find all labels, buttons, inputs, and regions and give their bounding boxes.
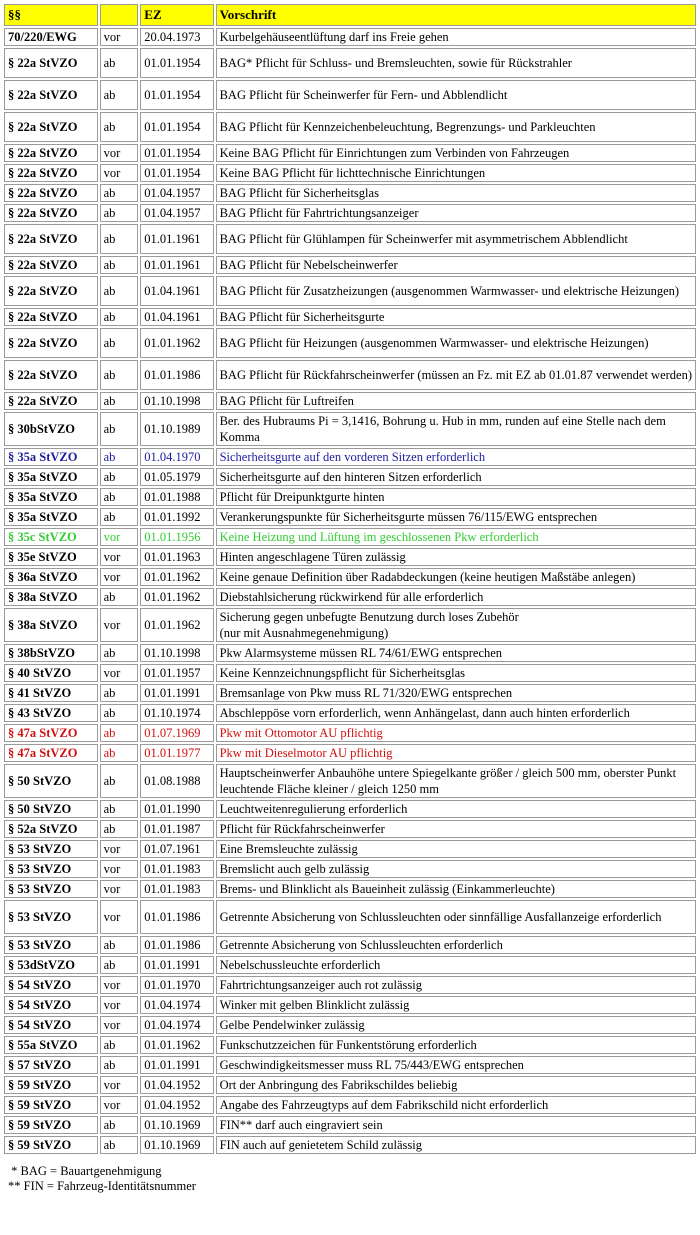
cell-regulation: FIN** darf auch eingraviert sein — [216, 1116, 696, 1134]
cell-regulation: BAG* Pflicht für Schluss- und Bremsleuchten, sowie für Rückstrahler — [216, 48, 696, 78]
cell-ez-date: 01.10.1998 — [140, 644, 213, 662]
cell-direction: ab — [100, 412, 139, 446]
cell-paragraph: 70/220/EWG — [4, 28, 98, 46]
cell-regulation: BAG Pflicht für Nebelscheinwerfer — [216, 256, 696, 274]
cell-paragraph: § 36a StVZO — [4, 568, 98, 586]
cell-paragraph: § 22a StVZO — [4, 360, 98, 390]
cell-direction: ab — [100, 48, 139, 78]
cell-regulation: Geschwindigkeitsmesser muss RL 75/443/EWG entsprechen — [216, 1056, 696, 1074]
cell-ez-date: 01.10.1969 — [140, 1136, 213, 1154]
cell-paragraph: § 22a StVZO — [4, 164, 98, 182]
table-row — [4, 448, 696, 466]
cell-direction: ab — [100, 936, 139, 954]
cell-ez-date: 01.10.1989 — [140, 412, 213, 446]
cell-direction: ab — [100, 256, 139, 274]
cell-regulation: Ort der Anbringung des Fabrikschildes beliebig — [216, 1076, 696, 1094]
cell-direction: ab — [100, 744, 139, 762]
table-row — [4, 664, 696, 682]
cell-ez-date: 01.07.1961 — [140, 840, 213, 858]
table-row — [4, 308, 696, 326]
table-row — [4, 820, 696, 838]
cell-regulation: BAG Pflicht für Sicherheitsgurte — [216, 308, 696, 326]
cell-ez-date: 01.01.1991 — [140, 956, 213, 974]
cell-direction: ab — [100, 276, 139, 306]
cell-direction: ab — [100, 820, 139, 838]
cell-regulation: Pkw mit Dieselmotor AU pflichtig — [216, 744, 696, 762]
cell-ez-date: 01.01.1954 — [140, 112, 213, 142]
table-row — [4, 764, 696, 798]
cell-ez-date: 01.01.1988 — [140, 488, 213, 506]
cell-regulation: Keine genaue Definition über Radabdeckungen (keine heutigen Maßstäbe anlegen) — [216, 568, 696, 586]
cell-ez-date: 01.04.1974 — [140, 996, 213, 1014]
cell-paragraph: § 53 StVZO — [4, 900, 98, 934]
cell-direction: ab — [100, 764, 139, 798]
cell-ez-date: 01.01.1991 — [140, 684, 213, 702]
table-row — [4, 112, 696, 142]
cell-paragraph: § 35a StVZO — [4, 488, 98, 506]
cell-ez-date: 01.01.1956 — [140, 528, 213, 546]
cell-direction: vor — [100, 840, 139, 858]
cell-direction: ab — [100, 704, 139, 722]
cell-direction: ab — [100, 1116, 139, 1134]
header-paragraph: §§ — [4, 4, 98, 26]
table-row — [4, 860, 696, 878]
cell-regulation: Brems- und Blinklicht als Baueinheit zulässig (Einkammerleuchte) — [216, 880, 696, 898]
header-ez: EZ — [140, 4, 213, 26]
cell-direction: ab — [100, 508, 139, 526]
table-row — [4, 996, 696, 1014]
table-row — [4, 900, 696, 934]
cell-ez-date: 20.04.1973 — [140, 28, 213, 46]
cell-regulation: Nebelschussleuchte erforderlich — [216, 956, 696, 974]
cell-regulation: Eine Bremsleuchte zulässig — [216, 840, 696, 858]
cell-direction: ab — [100, 392, 139, 410]
cell-direction: ab — [100, 308, 139, 326]
cell-direction: vor — [100, 164, 139, 182]
cell-regulation: Bremslicht auch gelb zulässig — [216, 860, 696, 878]
cell-regulation: BAG Pflicht für Rückfahrscheinwerfer (müssen an Fz. mit EZ ab 01.01.87 verwendet werden) — [216, 360, 696, 390]
cell-ez-date: 01.01.1991 — [140, 1056, 213, 1074]
cell-ez-date: 01.01.1954 — [140, 80, 213, 110]
cell-direction: vor — [100, 1096, 139, 1114]
cell-ez-date: 01.01.1962 — [140, 1036, 213, 1054]
cell-paragraph: § 22a StVZO — [4, 276, 98, 306]
cell-ez-date: 01.04.1952 — [140, 1076, 213, 1094]
cell-paragraph: § 47a StVZO — [4, 724, 98, 742]
cell-regulation: Keine Heizung und Lüftung im geschlossenen Pkw erforderlich — [216, 528, 696, 546]
table-body — [4, 4, 696, 1154]
table-row — [4, 724, 696, 742]
cell-regulation: Angabe des Fahrzeugtyps auf dem Fabrikschild nicht erforderlich — [216, 1096, 696, 1114]
cell-direction: ab — [100, 448, 139, 466]
table-row — [4, 412, 696, 446]
cell-paragraph: § 59 StVZO — [4, 1116, 98, 1134]
cell-regulation: Verankerungspunkte für Sicherheitsgurte müssen 76/115/EWG entsprechen — [216, 508, 696, 526]
table-row — [4, 360, 696, 390]
table-row — [4, 1036, 696, 1054]
cell-regulation: Keine BAG Pflicht für lichttechnische Einrichtungen — [216, 164, 696, 182]
cell-ez-date: 01.04.1970 — [140, 448, 213, 466]
cell-paragraph: § 53 StVZO — [4, 936, 98, 954]
cell-regulation: BAG Pflicht für Kennzeichenbeleuchtung, Begrenzungs- und Parkleuchten — [216, 112, 696, 142]
cell-paragraph: § 54 StVZO — [4, 976, 98, 994]
table-row — [4, 488, 696, 506]
cell-regulation: Pkw mit Ottomotor AU pflichtig — [216, 724, 696, 742]
cell-paragraph: § 22a StVZO — [4, 48, 98, 78]
cell-direction: vor — [100, 996, 139, 1014]
cell-ez-date: 01.04.1961 — [140, 308, 213, 326]
cell-ez-date: 01.01.1977 — [140, 744, 213, 762]
cell-paragraph: § 22a StVZO — [4, 328, 98, 358]
cell-regulation: BAG Pflicht für Glühlampen für Scheinwerfer mit asymmetrischem Abblendlicht — [216, 224, 696, 254]
cell-regulation: BAG Pflicht für Luftreifen — [216, 392, 696, 410]
cell-paragraph: § 55a StVZO — [4, 1036, 98, 1054]
cell-ez-date: 01.01.1986 — [140, 900, 213, 934]
cell-paragraph: § 22a StVZO — [4, 112, 98, 142]
cell-direction: ab — [100, 1056, 139, 1074]
cell-paragraph: § 38bStVZO — [4, 644, 98, 662]
cell-ez-date: 01.04.1974 — [140, 1016, 213, 1034]
cell-paragraph: § 59 StVZO — [4, 1136, 98, 1154]
cell-regulation: Getrennte Absicherung von Schlussleuchten erforderlich — [216, 936, 696, 954]
cell-ez-date: 01.01.1957 — [140, 664, 213, 682]
cell-direction: ab — [100, 956, 139, 974]
cell-direction: vor — [100, 28, 139, 46]
cell-regulation: Getrennte Absicherung von Schlussleuchten oder sinnfällige Ausfallanzeige erforderlich — [216, 900, 696, 934]
cell-regulation: Hauptscheinwerfer Anbauhöhe untere Spiegelkante größer / gleich 500 mm, oberster Punkt leuchtende Fläche kleiner / gleich 1250 mm — [216, 764, 696, 798]
cell-ez-date: 01.08.1988 — [140, 764, 213, 798]
cell-ez-date: 01.10.1969 — [140, 1116, 213, 1134]
table-row — [4, 1076, 696, 1094]
cell-ez-date: 01.01.1983 — [140, 860, 213, 878]
cell-paragraph: § 53dStVZO — [4, 956, 98, 974]
cell-regulation: Hinten angeschlagene Türen zulässig — [216, 548, 696, 566]
table-row — [4, 976, 696, 994]
cell-paragraph: § 41 StVZO — [4, 684, 98, 702]
cell-paragraph: § 35e StVZO — [4, 548, 98, 566]
cell-paragraph: § 43 StVZO — [4, 704, 98, 722]
cell-paragraph: § 22a StVZO — [4, 144, 98, 162]
table-row — [4, 568, 696, 586]
table-row — [4, 744, 696, 762]
cell-direction: ab — [100, 184, 139, 202]
cell-ez-date: 01.01.1961 — [140, 224, 213, 254]
table-row — [4, 204, 696, 222]
table-header-row — [4, 4, 696, 26]
table-row — [4, 1136, 696, 1154]
table-row — [4, 800, 696, 818]
table-row — [4, 80, 696, 110]
cell-ez-date: 01.01.1992 — [140, 508, 213, 526]
cell-paragraph: § 22a StVZO — [4, 224, 98, 254]
cell-ez-date: 01.10.1974 — [140, 704, 213, 722]
cell-regulation: Ber. des Hubraums Pi = 3,1416, Bohrung u. Hub in mm, runden auf eine Stelle nach dem Komma — [216, 412, 696, 446]
cell-direction: vor — [100, 860, 139, 878]
table-row — [4, 1116, 696, 1134]
cell-direction: vor — [100, 608, 139, 642]
cell-regulation: Sicherheitsgurte auf den vorderen Sitzen erforderlich — [216, 448, 696, 466]
cell-paragraph: § 50 StVZO — [4, 764, 98, 798]
cell-direction: vor — [100, 1016, 139, 1034]
cell-regulation: Kurbelgehäuseentlüftung darf ins Freie gehen — [216, 28, 696, 46]
cell-regulation: Leuchtweitenregulierung erforderlich — [216, 800, 696, 818]
cell-direction: ab — [100, 112, 139, 142]
cell-paragraph: § 59 StVZO — [4, 1076, 98, 1094]
cell-regulation: Pflicht für Dreipunktgurte hinten — [216, 488, 696, 506]
cell-ez-date: 01.01.1983 — [140, 880, 213, 898]
cell-ez-date: 01.07.1969 — [140, 724, 213, 742]
cell-direction: ab — [100, 1136, 139, 1154]
cell-direction: vor — [100, 664, 139, 682]
cell-direction: vor — [100, 144, 139, 162]
cell-direction: vor — [100, 1076, 139, 1094]
cell-ez-date: 01.01.1987 — [140, 820, 213, 838]
cell-regulation: Bremsanlage von Pkw muss RL 71/320/EWG entsprechen — [216, 684, 696, 702]
header-regulation: Vorschrift — [216, 4, 696, 26]
cell-direction: vor — [100, 548, 139, 566]
cell-paragraph: § 53 StVZO — [4, 880, 98, 898]
cell-direction: ab — [100, 724, 139, 742]
cell-ez-date: 01.05.1979 — [140, 468, 213, 486]
cell-regulation: FIN auch auf genietetem Schild zulässig — [216, 1136, 696, 1154]
table-row — [4, 936, 696, 954]
cell-paragraph: § 53 StVZO — [4, 860, 98, 878]
cell-paragraph: § 59 StVZO — [4, 1096, 98, 1114]
cell-paragraph: § 35a StVZO — [4, 508, 98, 526]
cell-paragraph: § 53 StVZO — [4, 840, 98, 858]
cell-ez-date: 01.01.1970 — [140, 976, 213, 994]
cell-paragraph: § 35a StVZO — [4, 448, 98, 466]
footnote-fin: ** FIN = Fahrzeug-Identitätsnummer — [8, 1179, 196, 1193]
cell-regulation: Funkschutzzeichen für Funkentstörung erforderlich — [216, 1036, 696, 1054]
cell-direction: ab — [100, 1036, 139, 1054]
table-row — [4, 644, 696, 662]
cell-direction: vor — [100, 528, 139, 546]
cell-regulation: BAG Pflicht für Sicherheitsglas — [216, 184, 696, 202]
cell-paragraph: § 52a StVZO — [4, 820, 98, 838]
table-row — [4, 392, 696, 410]
cell-direction: vor — [100, 568, 139, 586]
cell-direction: ab — [100, 588, 139, 606]
table-row — [4, 276, 696, 306]
table-row — [4, 548, 696, 566]
table-row — [4, 256, 696, 274]
cell-regulation: Winker mit gelben Blinklicht zulässig — [216, 996, 696, 1014]
cell-regulation: Gelbe Pendelwinker zulässig — [216, 1016, 696, 1034]
table-row — [4, 704, 696, 722]
cell-ez-date: 01.01.1961 — [140, 256, 213, 274]
header-direction — [100, 4, 139, 26]
cell-regulation: BAG Pflicht für Heizungen (ausgenommen Warmwasser- und elektrische Heizungen) — [216, 328, 696, 358]
cell-ez-date: 01.01.1962 — [140, 608, 213, 642]
cell-direction: ab — [100, 488, 139, 506]
table-row — [4, 508, 696, 526]
cell-direction: ab — [100, 204, 139, 222]
cell-paragraph: § 22a StVZO — [4, 204, 98, 222]
cell-paragraph: § 47a StVZO — [4, 744, 98, 762]
cell-regulation: Keine Kennzeichnungspflicht für Sicherheitsglas — [216, 664, 696, 682]
cell-regulation: Pkw Alarmsysteme müssen RL 74/61/EWG entsprechen — [216, 644, 696, 662]
cell-regulation: Sicherheitsgurte auf den hinteren Sitzen erforderlich — [216, 468, 696, 486]
table-row — [4, 684, 696, 702]
cell-ez-date: 01.01.1954 — [140, 144, 213, 162]
cell-paragraph: § 40 StVZO — [4, 664, 98, 682]
table-row — [4, 588, 696, 606]
cell-paragraph: § 22a StVZO — [4, 256, 98, 274]
table-row — [4, 1096, 696, 1114]
cell-paragraph: § 50 StVZO — [4, 800, 98, 818]
cell-direction: ab — [100, 684, 139, 702]
cell-paragraph: § 35c StVZO — [4, 528, 98, 546]
cell-paragraph: § 38a StVZO — [4, 608, 98, 642]
cell-regulation: Abschleppöse vorn erforderlich, wenn Anhängelast, dann auch hinten erforderlich — [216, 704, 696, 722]
cell-regulation: Fahrtrichtungsanzeiger auch rot zulässig — [216, 976, 696, 994]
cell-regulation: BAG Pflicht für Zusatzheizungen (ausgenommen Warmwasser- und elektrische Heizungen) — [216, 276, 696, 306]
cell-paragraph: § 30bStVZO — [4, 412, 98, 446]
cell-direction: vor — [100, 880, 139, 898]
cell-paragraph: § 57 StVZO — [4, 1056, 98, 1074]
table-row — [4, 608, 696, 642]
cell-direction: ab — [100, 644, 139, 662]
cell-ez-date: 01.01.1990 — [140, 800, 213, 818]
table-row — [4, 28, 696, 46]
table-row — [4, 164, 696, 182]
cell-regulation: Diebstahlsicherung rückwirkend für alle erforderlich — [216, 588, 696, 606]
cell-paragraph: § 22a StVZO — [4, 392, 98, 410]
cell-direction: ab — [100, 224, 139, 254]
table-row — [4, 956, 696, 974]
cell-regulation: Sicherung gegen unbefugte Benutzung durch loses Zubehör (nur mit Ausnahmegenehmigung) — [216, 608, 696, 642]
table-row — [4, 468, 696, 486]
cell-direction: ab — [100, 80, 139, 110]
cell-ez-date: 01.01.1986 — [140, 936, 213, 954]
cell-paragraph: § 22a StVZO — [4, 308, 98, 326]
cell-ez-date: 01.01.1986 — [140, 360, 213, 390]
cell-ez-date: 01.01.1962 — [140, 328, 213, 358]
cell-paragraph: § 54 StVZO — [4, 996, 98, 1014]
cell-direction: vor — [100, 976, 139, 994]
cell-ez-date: 01.04.1957 — [140, 204, 213, 222]
cell-regulation: Pflicht für Rückfahrscheinwerfer — [216, 820, 696, 838]
cell-ez-date: 01.01.1954 — [140, 164, 213, 182]
cell-ez-date: 01.01.1954 — [140, 48, 213, 78]
table-row — [4, 184, 696, 202]
cell-ez-date: 01.01.1963 — [140, 548, 213, 566]
table-row — [4, 1016, 696, 1034]
cell-paragraph: § 38a StVZO — [4, 588, 98, 606]
cell-ez-date: 01.04.1957 — [140, 184, 213, 202]
cell-ez-date: 01.10.1998 — [140, 392, 213, 410]
cell-direction: ab — [100, 468, 139, 486]
table-row — [4, 840, 696, 858]
cell-direction: ab — [100, 360, 139, 390]
cell-paragraph: § 54 StVZO — [4, 1016, 98, 1034]
cell-direction: ab — [100, 800, 139, 818]
table-row — [4, 224, 696, 254]
cell-paragraph: § 22a StVZO — [4, 80, 98, 110]
cell-direction: vor — [100, 900, 139, 934]
cell-regulation: BAG Pflicht für Scheinwerfer für Fern- und Abblendlicht — [216, 80, 696, 110]
footnote-bag: * BAG = Bauartgenehmigung — [8, 1164, 162, 1178]
cell-ez-date: 01.01.1962 — [140, 568, 213, 586]
regulations-table — [2, 2, 698, 1156]
table-row — [4, 1056, 696, 1074]
cell-direction: ab — [100, 328, 139, 358]
cell-paragraph: § 22a StVZO — [4, 184, 98, 202]
table-row — [4, 144, 696, 162]
cell-ez-date: 01.04.1961 — [140, 276, 213, 306]
table-row — [4, 328, 696, 358]
table-row — [4, 528, 696, 546]
cell-regulation: BAG Pflicht für Fahrtrichtungsanzeiger — [216, 204, 696, 222]
cell-ez-date: 01.01.1962 — [140, 588, 213, 606]
cell-regulation: Keine BAG Pflicht für Einrichtungen zum Verbinden von Fahrzeugen — [216, 144, 696, 162]
table-row — [4, 880, 696, 898]
cell-paragraph: § 35a StVZO — [4, 468, 98, 486]
cell-ez-date: 01.04.1952 — [140, 1096, 213, 1114]
footnotes — [8, 1164, 698, 1194]
table-row — [4, 48, 696, 78]
